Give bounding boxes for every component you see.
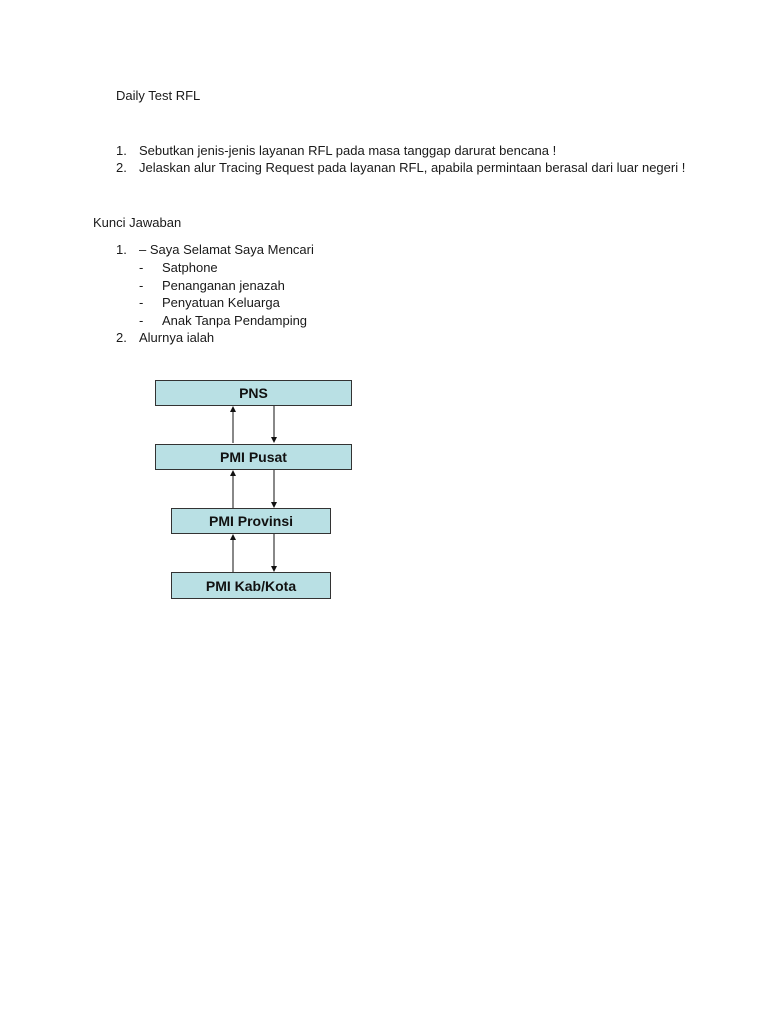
answer-1-number: 1. (116, 242, 127, 257)
question-2-text: Jelaskan alur Tracing Request pada layanan RFL, apabila permintaan berasal dari luar negeri ! (139, 160, 686, 175)
sub-item-anak-tanpa-pendamping: Anak Tanpa Pendamping (162, 313, 308, 328)
sub-item-bullet: - (139, 260, 144, 275)
question-1-text: Sebutkan jenis-jenis layanan RFL pada masa tanggap darurat bencana ! (139, 143, 557, 158)
flow-node-pmi-pusat: PMI Pusat (155, 444, 352, 470)
question-2-number: 2. (116, 160, 127, 175)
answer-2-number: 2. (116, 330, 127, 345)
sub-item-penyatuan-keluarga: Penyatuan Keluarga (162, 295, 280, 310)
flow-node-pmi-provinsi: PMI Provinsi (171, 508, 331, 534)
answer-key-heading: Kunci Jawaban (93, 215, 182, 230)
sub-item-bullet: - (139, 278, 144, 293)
answer-1-text: – Saya Selamat Saya Mencari (139, 242, 314, 257)
flow-node-pmi-kab-kota: PMI Kab/Kota (171, 572, 331, 599)
sub-item-bullet: - (139, 313, 144, 328)
sub-item-bullet: - (139, 295, 144, 310)
answer-2-text: Alurnya ialah (139, 330, 215, 345)
flow-node-pns: PNS (155, 380, 352, 406)
sub-item-satphone: Satphone (162, 260, 218, 275)
document-title: Daily Test RFL (116, 88, 201, 103)
sub-item-penanganan-jenazah: Penanganan jenazah (162, 278, 285, 293)
question-1-number: 1. (116, 143, 127, 158)
